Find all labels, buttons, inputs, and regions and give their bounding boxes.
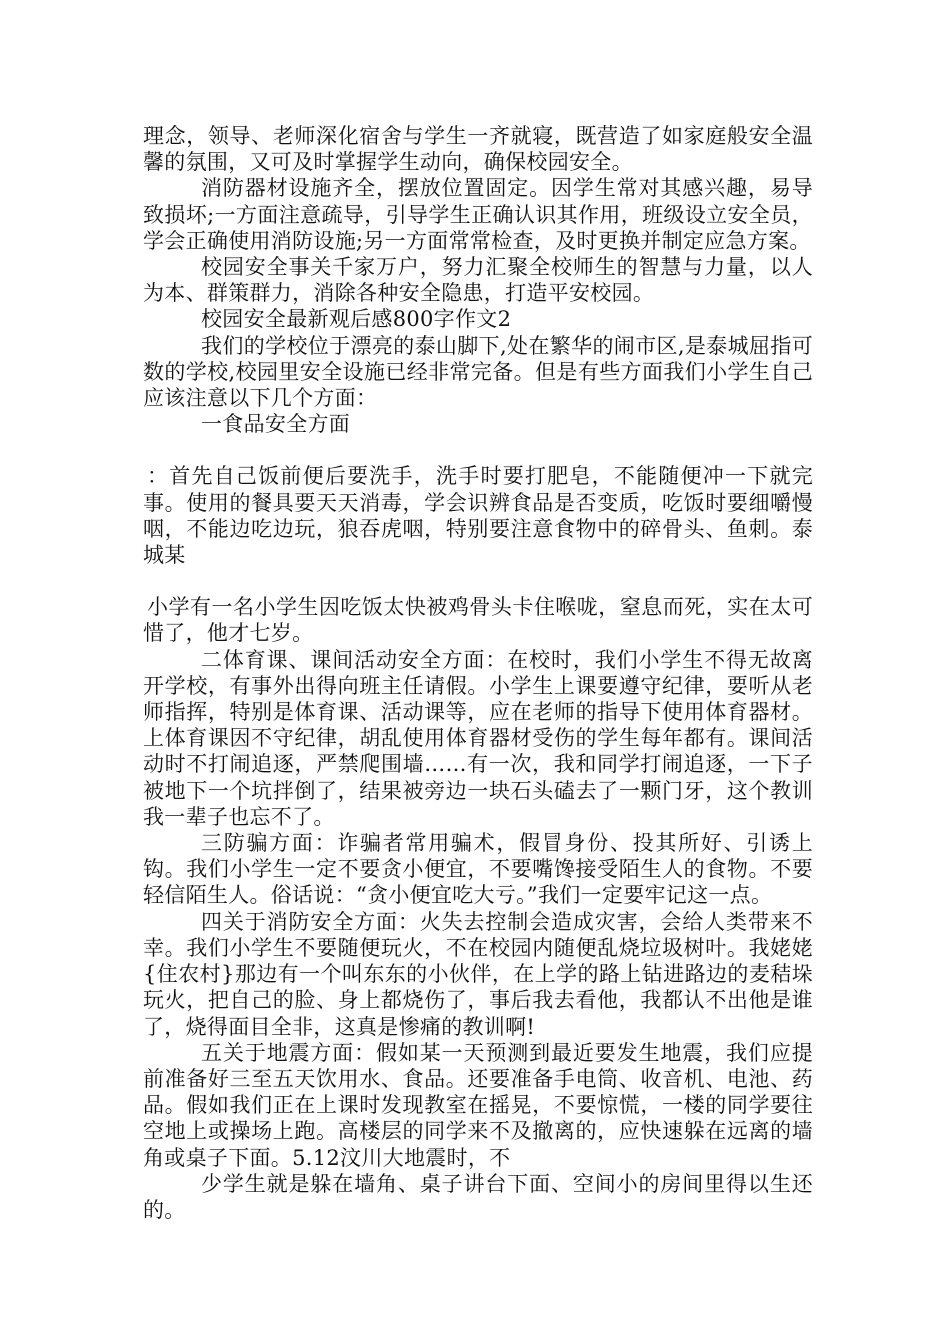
blank-line [143,568,813,594]
section-heading-food-safety: 一食品安全方面 [201,412,351,437]
document-body [143,123,813,1223]
paragraph-pe-safety: 二体育课、课间活动安全方面：在校时，我们小学生不得无故离开学校，有事外出得向班主任请假。小学生上课要遵守纪律，要听从老师指挥，特别是体育课、活动课等，应在老师的指导下使用体育器材。上体育课因不守纪律，胡乱使用体育器材受伤的学生每年都有。课间活动时不打闹追逐，严禁爬围墙……有一次，我和同学打闹追逐，一下子被地下一个坑拌倒了，结果被旁边一块石头磕去了一颗门牙，这个教训我一辈子也忘不了。 [143,647,813,829]
paragraph-food-safety: ：首先自己饭前便后要洗手，洗手时要打肥皂，不能随便冲一下就完事。使用的餐具要天天消毒，学会识辨食品是否变质，吃饭时要细嚼慢咽，不能边吃边玩，狼吞虎咽，特别要注意食物中的碎骨头、鱼刺。泰城某 [143,464,813,568]
paragraph-fire-safety: 四关于消防安全方面：火失去控制会造成灾害，会给人类带来不幸。我们小学生不要随便玩火，不在校园内随便乱烧垃圾树叶。我姥姥{住农村}那边有一个叫东东的小伙伴，在上学的路上钻进路边的麦秸垛玩火，把自己的脸、身上都烧伤了，事后我去看他，我都认不出他是谁了，烧得面目全非，这真是惨痛的教训啊! [143,909,813,1039]
essay-heading-2: 校园安全最新观后感800字作文2 [201,307,512,332]
blank-line [143,437,813,463]
paragraph-fire-equipment: 消防器材设施齐全，摆放位置固定。因学生常对其感兴趣，易导致损坏;一方面注意疏导，引导学生正确认识其作用，班级设立安全员，学会正确使用消防设施;另一方面常常检查，及时更换并制定应急方案。 [143,176,813,253]
paragraph-school-location: 我们的学校位于漂亮的泰山脚下,处在繁华的闹市区,是泰城屈指可数的学校,校园里安全设施已经非常完备。但是有些方面我们小学生自己应该注意以下几个方面： [143,333,813,411]
paragraph-campus-safety: 校园安全事关千家万户，努力汇聚全校师生的智慧与力量，以人为本、群策群力，消除各种安全隐患，打造平安校园。 [143,255,813,306]
paragraph-food-incident: 小学有一名小学生因吃饭太快被鸡骨头卡住喉咙，窒息而死，实在太可惜了，他才七岁。 [143,595,813,646]
paragraph-earthquake: 五关于地震方面：假如某一天预测到最近要发生地震，我们应提前准备好三至五天饮用水、食品。还要准备手电筒、收音机、电池、药品。假如我们正在上课时发现教室在摇晃，不要惊慌，一楼的同学要往空地上或操场上跑。高楼层的同学来不及撤离的，应快速躲在远离的墙角或桌子下面。5.12汶川大地震时，不 [143,1040,813,1170]
paragraph-intro-continuation: 理念，领导、老师深化宿舍与学生一齐就寝，既营造了如家庭般安全温馨的氛围，又可及时掌握学生动向，确保校园安全。 [143,124,813,175]
paragraph-fraud-prevention: 三防骗方面：诈骗者常用骗术，假冒身份、投其所好、引诱上钩。我们小学生一定不要贪小便宜，不要嘴馋接受陌生人的食物。不要轻信陌生人。俗话说：“贪小便宜吃大亏。”我们一定要牢记这一点。 [143,831,813,908]
paragraph-earthquake-end: 少学生就是躲在墙角、桌子讲台下面、空间小的房间里得以生还的。 [143,1171,813,1222]
